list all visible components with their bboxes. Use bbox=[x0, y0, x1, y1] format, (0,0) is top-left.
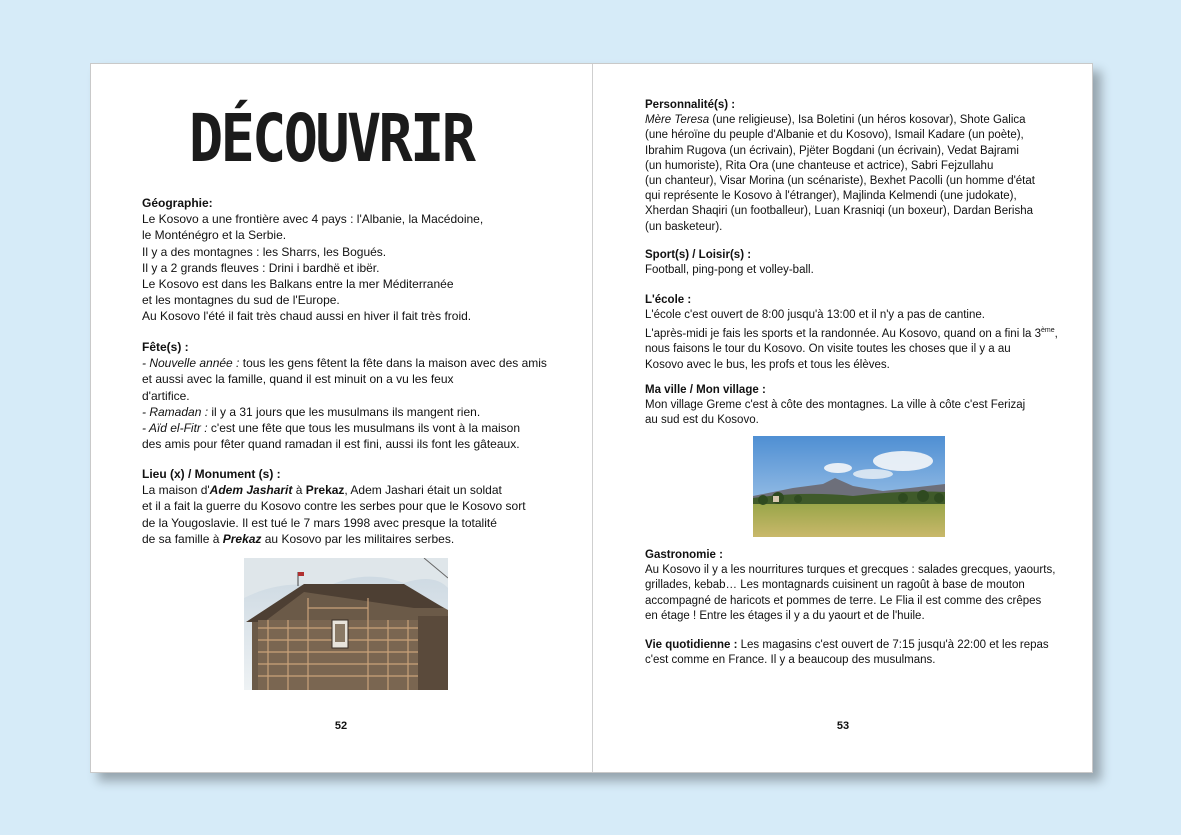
page-number: 53 bbox=[836, 720, 850, 732]
ville-section bbox=[645, 383, 1065, 429]
geo-line: Au Kosovo l'été il fait très chaud aussi en hiver il fait très froid. bbox=[142, 309, 472, 324]
personnalites-line: Xherdan Shaqiri (un footballeur), Luan Krasniqi (un boxeur), Dardan Berisha bbox=[645, 205, 1034, 218]
ecole-heading: L'école : bbox=[645, 294, 692, 306]
personnalites-line: (un chanteur), Visar Morina (un scénariste), Bexhet Pacolli (un homme d'état bbox=[645, 175, 1035, 188]
lieu-line: de la Yougoslavie. Il est tué le 7 mars 1998 avec presque la totalité bbox=[142, 515, 497, 530]
personnalites-heading: Personnalité(s) : bbox=[645, 99, 736, 111]
ecole-line: nous faisons le tour du Kosovo. On visite toutes les choses que il y a au bbox=[645, 343, 1011, 356]
geo-line: Il y a des montagnes : les Sharrs, les Bogués. bbox=[142, 244, 387, 259]
geo-line: Le Kosovo a une frontière avec 4 pays : l'Albanie, la Macédoine, bbox=[142, 212, 484, 227]
right-page bbox=[592, 64, 1093, 772]
sport-text: Football, ping-pong et volley-ball. bbox=[645, 264, 814, 277]
personnalites-section bbox=[645, 98, 1065, 235]
monument-photo bbox=[244, 558, 448, 690]
lieu-line: La maison d'Adem Jasharit à Prekaz, Adem Jashari était un soldat bbox=[142, 483, 502, 498]
ville-line: Mon village Greme c'est à côte des montagnes. La ville à côte c'est Ferizaj bbox=[645, 399, 1026, 412]
ville-line: au sud est du Kosovo. bbox=[645, 414, 759, 427]
geographie-section bbox=[142, 195, 562, 325]
fete-line: des amis pour fêter quand ramadan il est fini, aussi ils font les gâteaux. bbox=[142, 437, 520, 452]
fete-line: - Ramadan : il y a 31 jours que les musulmans ils mangent rien. bbox=[142, 404, 481, 419]
gastronomie-section bbox=[645, 548, 1085, 624]
vie-section bbox=[645, 638, 1085, 668]
fetes-heading: Fête(s) : bbox=[142, 340, 189, 354]
geo-line: et les montagnes du sud de l'Europe. bbox=[142, 293, 340, 308]
personnalites-line: (un humoriste), Rita Ora (une chanteuse et actrice), Sabri Fejzullahu bbox=[645, 159, 994, 172]
geo-line: Le Kosovo est dans les Balkans entre la mer Méditerranée bbox=[142, 277, 454, 292]
fete-line: - Aïd el-Fitr : c'est une fête que tous les musulmans ils vont à la maison bbox=[142, 421, 521, 436]
gastronomie-line: accompagné de haricots et pommes de terre. Le Flia il est comme des crêpes bbox=[645, 594, 1042, 607]
sport-section bbox=[645, 248, 1065, 278]
lieu-section bbox=[142, 466, 562, 547]
left-page bbox=[91, 64, 591, 772]
geographie-heading: Géographie: bbox=[142, 196, 213, 210]
book-spread bbox=[90, 63, 1093, 773]
ecole-section bbox=[645, 293, 1085, 373]
geo-line: le Monténégro et la Serbie. bbox=[142, 228, 287, 243]
lieu-line: et il a fait la guerre du Kosovo contre les serbes pour que le Kosovo sort bbox=[142, 499, 526, 514]
ecole-line: Kosovo avec le bus, les profs et tous les élèves. bbox=[645, 358, 890, 371]
gastronomie-line: Au Kosovo il y a les nourritures turques et grecques : salades grecques, yaourts, bbox=[645, 564, 1056, 577]
fete-line: - Nouvelle année : tous les gens fêtent la fête dans la maison avec des amis bbox=[142, 356, 547, 371]
lieu-line: de sa famille à Prekaz au Kosovo par les militaires serbes. bbox=[142, 531, 455, 546]
personnalites-line: (une héroïne du peuple d'Albanie et du Kosovo), Ismail Kadare (un poète), bbox=[645, 129, 1024, 142]
personnalites-line: (un basketeur). bbox=[645, 220, 723, 233]
personnalites-line: Mère Teresa (une religieuse), Isa Boletini (un héros kosovar), Shote Galica bbox=[645, 114, 1026, 127]
vie-line: c'est comme en France. Il y a beaucoup des musulmans. bbox=[645, 654, 936, 667]
geo-line: Il y a 2 grands fleuves : Drini i bardhë et ibër. bbox=[142, 260, 380, 275]
gastronomie-line: en étage ! Entre les étages il y a du yaourt et de l'huile. bbox=[645, 609, 925, 622]
ecole-line: L'après-midi je fais les sports et la randonnée. Au Kosovo, quand on a fini la 3ème, bbox=[645, 327, 1058, 341]
personnalites-line: Ibrahim Rugova (un écrivain), Pjëter Bogdani (un écrivain), Vedat Bajrami bbox=[645, 144, 1019, 157]
gastronomie-line: grillades, kebab… Les montagnards cuisinent un ragoût à base de mouton bbox=[645, 579, 1025, 592]
sport-heading: Sport(s) / Loisir(s) : bbox=[645, 249, 752, 261]
village-photo bbox=[753, 436, 945, 537]
fete-line: d'artifice. bbox=[142, 388, 190, 403]
fetes-section bbox=[142, 339, 582, 452]
gastronomie-heading: Gastronomie : bbox=[645, 549, 723, 561]
vie-line: Vie quotidienne : Les magasins c'est ouvert de 7:15 jusqu'à 22:00 et les repas bbox=[645, 639, 1049, 651]
ville-heading: Ma ville / Mon village : bbox=[645, 384, 766, 396]
fete-line: et aussi avec la famille, quand il est minuit on a vu les feux bbox=[142, 372, 454, 387]
page-number: 52 bbox=[334, 720, 348, 732]
ecole-line: L'école c'est ouvert de 8:00 jusqu'à 13:00 et il n'y a pas de cantine. bbox=[645, 309, 985, 322]
lieu-heading: Lieu (x) / Monument (s) : bbox=[142, 467, 281, 481]
page-title: DÉCOUVRIR bbox=[189, 100, 474, 177]
personnalites-line: qui représente le Kosovo à l'étranger), Majlinda Kelmendi (une judokate), bbox=[645, 190, 1017, 203]
